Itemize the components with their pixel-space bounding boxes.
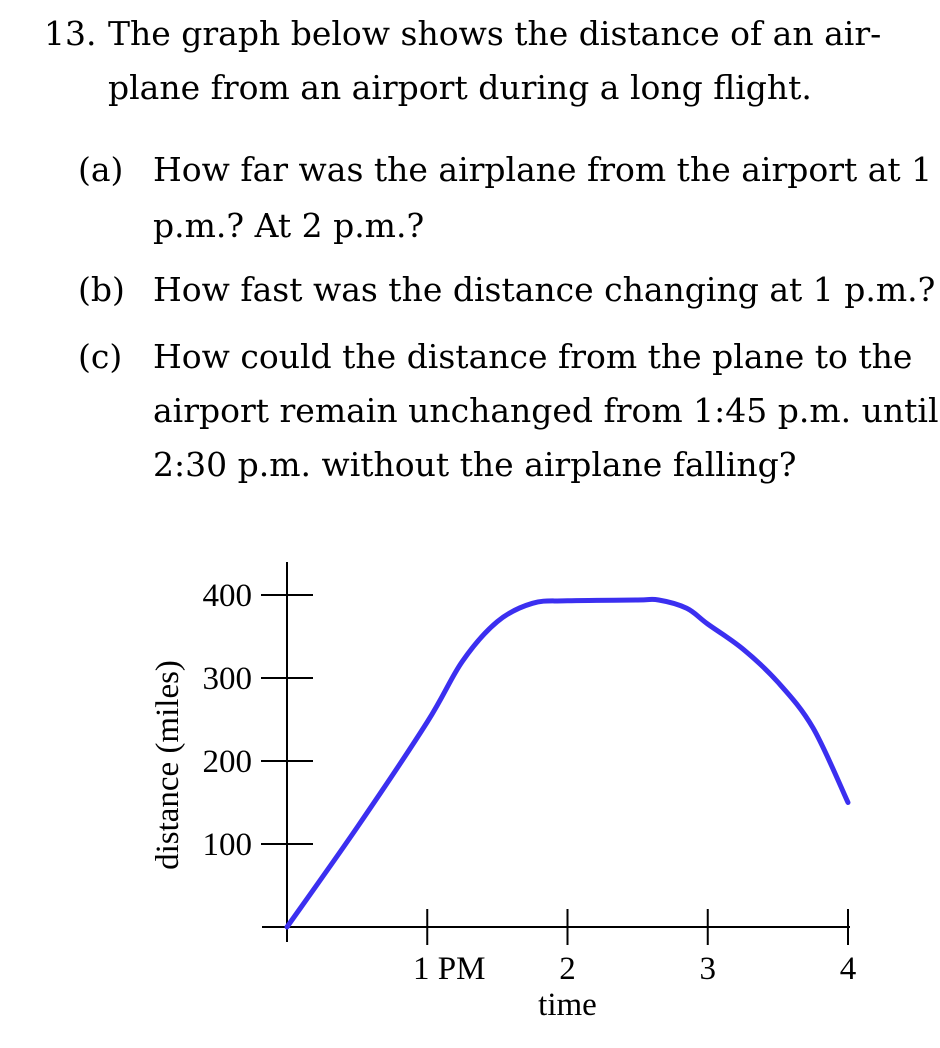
- x-tick-label-3: 3: [699, 951, 716, 987]
- part-c-label: (c): [78, 337, 123, 376]
- y-tick-label-300: 300: [202, 661, 252, 697]
- y-tick-label-400: 400: [202, 578, 252, 614]
- part-a-line-2: p.m.? At 2 p.m.?: [153, 206, 425, 245]
- x-tick-label-1: 1 PM: [413, 951, 486, 987]
- part-c-line-3: 2:30 p.m. without the airplane falling?: [153, 445, 797, 484]
- distance-curve: [287, 599, 848, 927]
- x-ticks: [413, 909, 856, 987]
- part-a-line-1: How far was the airplane from the airport at 1: [153, 150, 933, 189]
- graph-canvas: [0, 540, 940, 1040]
- x-tick-label-2: 2: [559, 951, 576, 987]
- problem-stem-line-1: The graph below shows the distance of an air-: [108, 14, 882, 53]
- part-a-label: (a): [78, 150, 124, 189]
- x-tick-label-4: 4: [839, 951, 857, 987]
- part-c-line-1: How could the distance from the plane to the: [153, 337, 913, 376]
- part-b-label: (b): [78, 270, 125, 309]
- y-axis-label: distance (miles): [150, 660, 186, 870]
- problem-stem-line-2: plane from an airport during a long flight.: [108, 68, 812, 107]
- distance-time-graph: [0, 540, 940, 1040]
- part-b-line-1: How fast was the distance changing at 1 p.m.?: [153, 270, 936, 309]
- x-axis-label: time: [538, 987, 597, 1023]
- part-c-line-2: airport remain unchanged from 1:45 p.m. until: [153, 391, 939, 430]
- y-tick-label-100: 100: [202, 827, 252, 863]
- y-tick-label-200: 200: [202, 744, 252, 780]
- problem-number: 13.: [44, 14, 97, 53]
- y-ticks: [203, 578, 314, 863]
